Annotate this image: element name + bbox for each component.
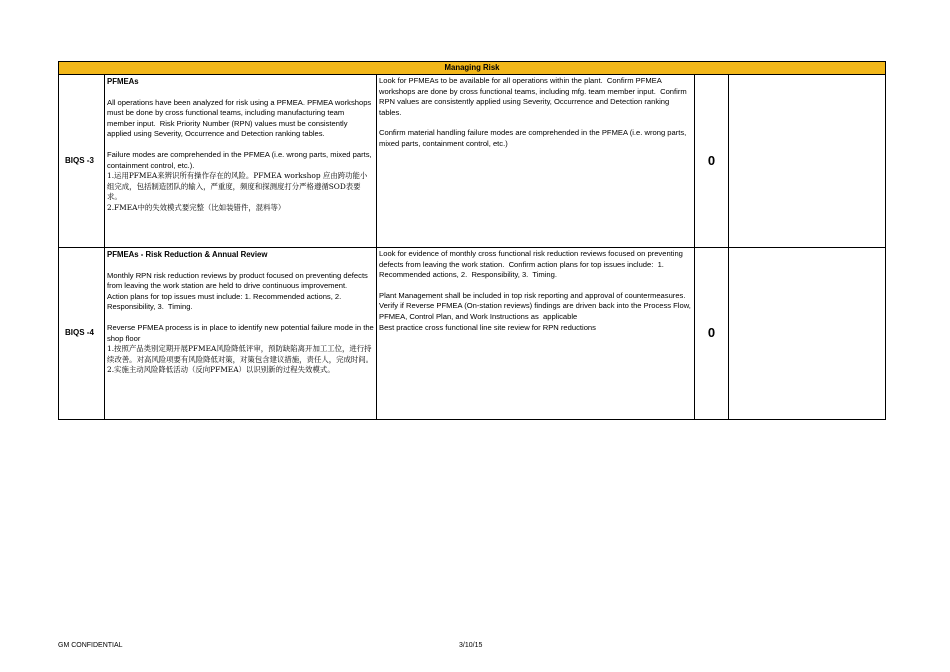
requirement-cell xyxy=(105,75,377,248)
requirement-title: PFMEAs xyxy=(107,77,139,86)
row-id: BIQS -4 xyxy=(59,248,105,420)
comment-cell[interactable] xyxy=(729,248,886,420)
checklist-sheet xyxy=(58,61,885,420)
guidance-cell xyxy=(377,75,695,248)
score-cell[interactable]: 0 xyxy=(695,248,729,420)
footer-date: 3/10/15 xyxy=(459,642,483,649)
requirement-text-zh: 1.运用PFMEA来辨识所有操作存在的风险。PFMEA workshop 应由跨功能小组完成，包括制造团队的输入，严重度，频度和探测度打分严格遵循SOD表要求。 xyxy=(107,171,368,202)
row-id: BIQS -3 xyxy=(59,75,105,248)
risk-table xyxy=(58,61,886,420)
table-row xyxy=(59,248,886,420)
guidance-text: Plant Management shall be included in top risk reporting and approval of countermeasures. Verify if Reverse PFMEA (On-station reviews) findings are driven back into the Process Flow, PFMEA, Control Plan, and Work Instructions as applicable Best practice cross functional line site review for RPN reductions xyxy=(379,290,691,332)
requirement-text: Reverse PFMEA process is in place to identify new potential failure mode in the shop floor xyxy=(107,322,376,343)
requirement-text-zh: 2.FMEA中的失效模式要完整（比如装错件，混料等） xyxy=(107,202,286,212)
requirement-title: PFMEAs - Risk Reduction & Annual Review xyxy=(107,250,268,259)
requirement-text-zh: 2.实施主动风险降低活动（反向PFMEA）以识别新的过程失效模式。 xyxy=(107,365,335,375)
requirement-text: Monthly RPN risk reduction reviews by product focused on preventing defects from leaving the work station are held to drive continuous improvement. Action plans for top issues must include: 1. Recommended actions, 2. Responsibility, 3. Timing. xyxy=(107,270,370,312)
requirement-text: All operations have been analyzed for risk using a PFMEA. PFMEA workshops must be done by cross functional teams, including manufacturing team member input. Risk Priority Number (RPN) values must be consistently applied using Severity, Occurrence and Detection ranking tables. xyxy=(107,97,374,139)
guidance-text: Look for evidence of monthly cross functional risk reduction reviews focused on preventing defects from leaving the work station. Confirm action plans for top issues include: 1. Recommended actions, 2. Responsibility, 3. Timing. xyxy=(379,249,686,280)
guidance-cell xyxy=(377,248,695,420)
comment-cell[interactable] xyxy=(729,75,886,248)
guidance-text: Look for PFMEAs to be available for all operations within the plant. Confirm PFMEA workshops are done by cross functional teams, including mfg. team member input. Confirm RPN values are consistently applied using Severity, Occurrence and Detection ranking tables. xyxy=(379,76,689,117)
guidance-text: Confirm material handling failure modes are comprehended in the PFMEA (i.e. wrong parts, mixed parts, containment control, etc.) xyxy=(379,128,689,148)
requirement-cell xyxy=(105,248,377,420)
confidential-label: GM CONFIDENTIAL xyxy=(58,642,123,649)
requirement-text: Failure modes are comprehended in the PFMEA (i.e. wrong parts, mixed parts, containment control, etc.). xyxy=(107,149,374,170)
score-cell[interactable]: 0 xyxy=(695,75,729,248)
table-row xyxy=(59,75,886,248)
requirement-text-zh: 1.按照产品类别定期开展PFMEA风险降低评审，预防缺陷离开加工工位，进行持续改善。对高风险项要有风险降低对策，对策包含建议措施，责任人，完成时间。 xyxy=(107,344,374,364)
section-header: Managing Risk xyxy=(59,62,886,75)
